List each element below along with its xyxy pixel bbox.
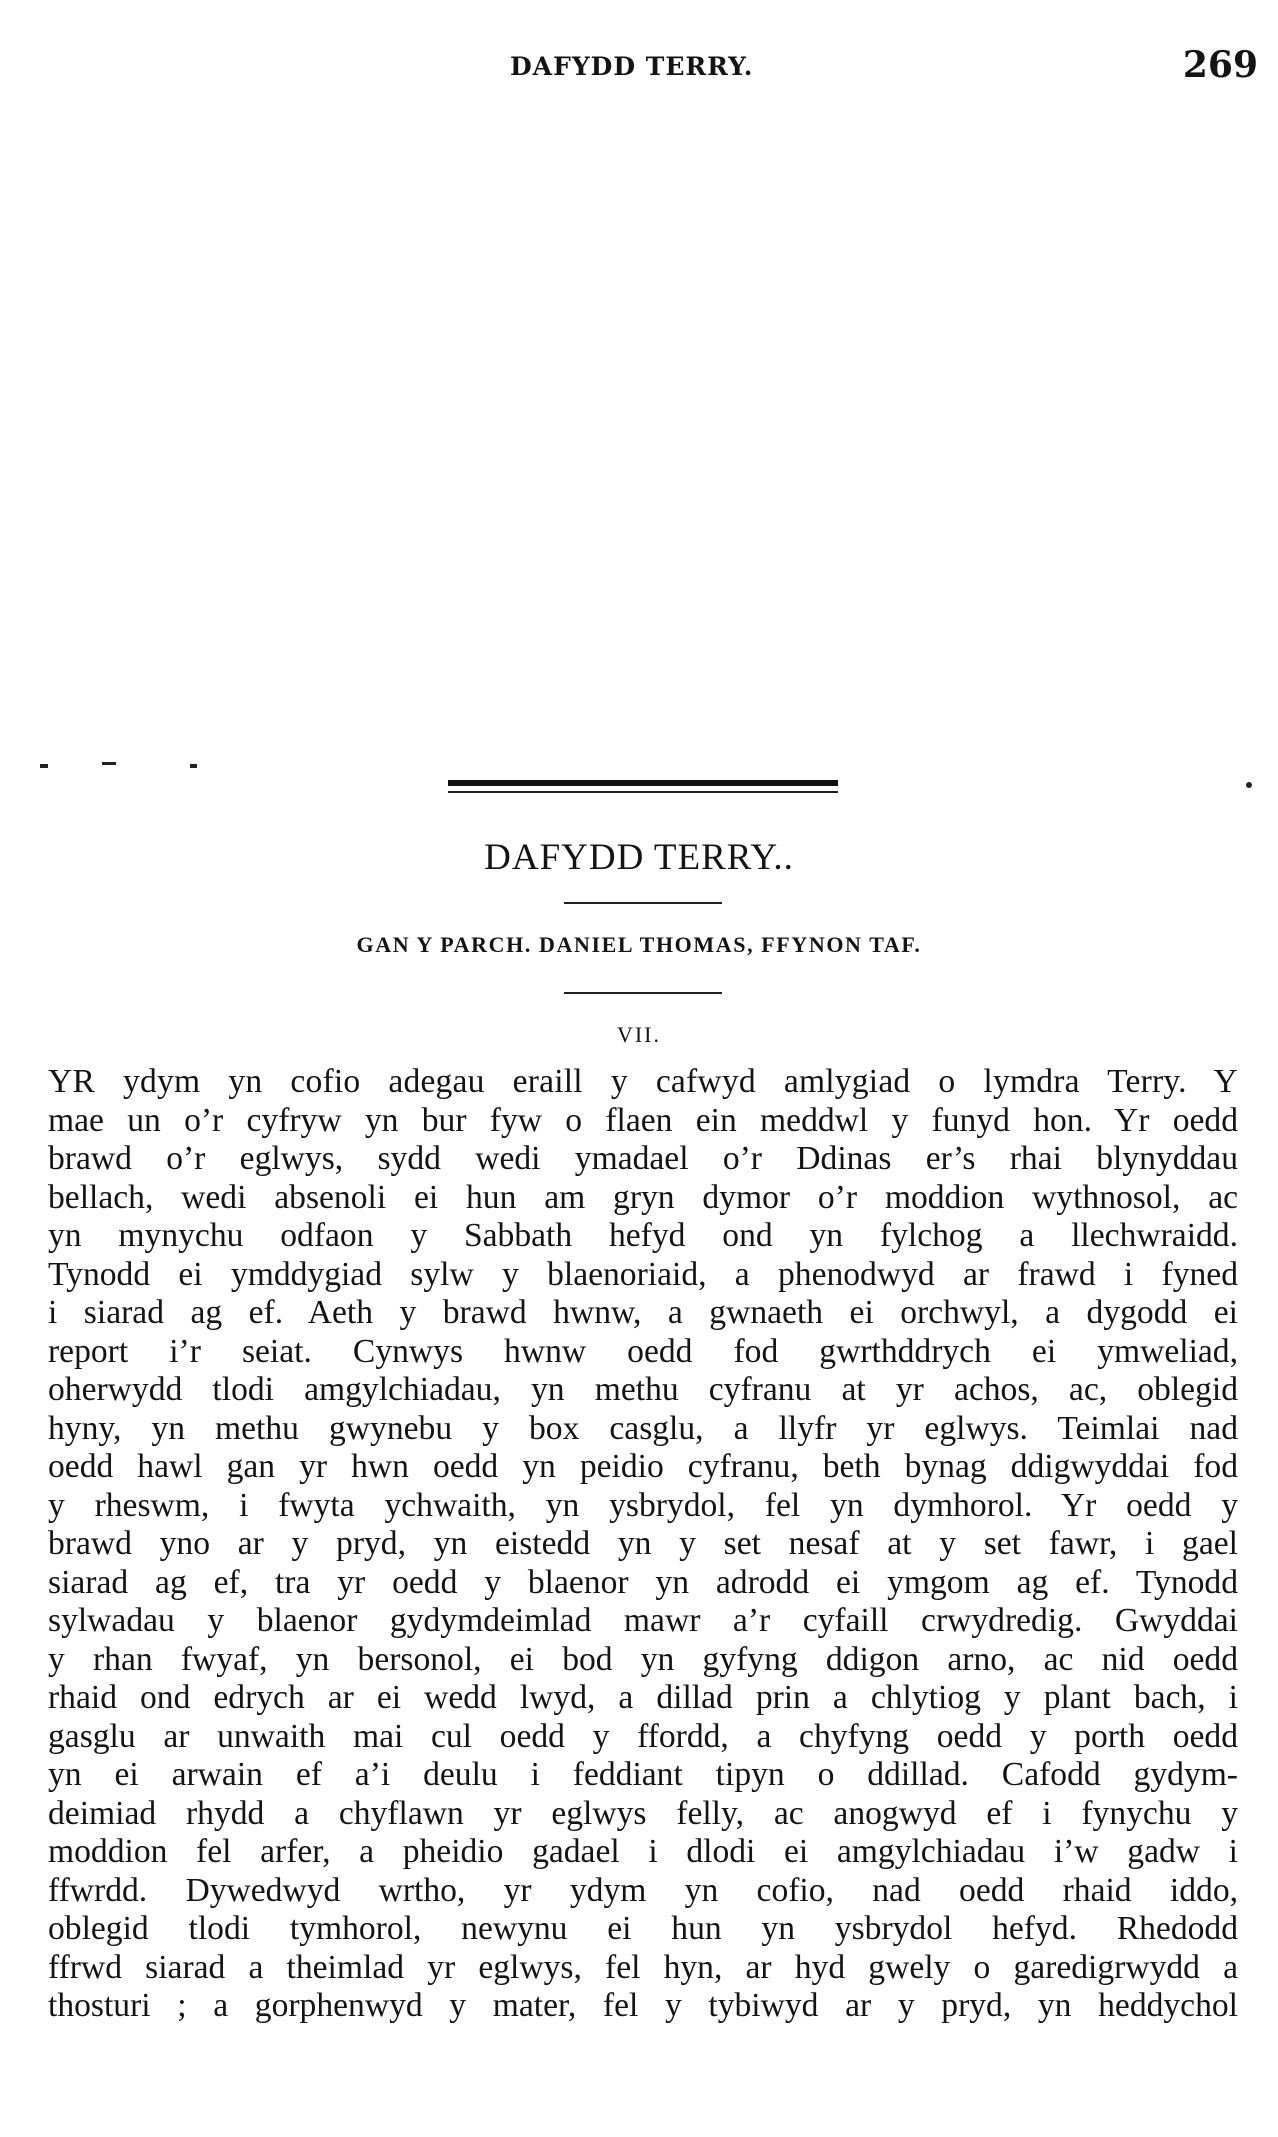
body-line: report i’r seiat. Cynwys hwnw oedd fod gwrthddrych ei ymweliad, (48, 1332, 1238, 1370)
stray-print-mark (1246, 782, 1252, 788)
body-line: oherwydd tlodi amgylchiadau, yn methu cyfranu at yr achos, ac, oblegid (48, 1371, 1238, 1408)
body-line: rhaid ond edrych ar ei wedd lwyd, a dillad prin a chlytiog y plant bach, i (48, 1679, 1238, 1716)
body-line: oedd hawl gan yr hwn oedd yn peidio cyfranu, beth bynag ddigwyddai fod (48, 1448, 1238, 1485)
body-line: moddion fel arfer, a pheidio gadael i dlodi ei amgylchiadau i’w gadw i (48, 1833, 1238, 1870)
body-line: y rheswm, i fwyta ychwaith, yn ysbrydol, fel yn dymhorol. Yr oedd y (48, 1486, 1238, 1524)
body-line: i siarad ag ef. Aeth y brawd hwnw, a gwnaeth ei orchwyl, a dygodd ei (48, 1294, 1238, 1331)
body-line: Tynodd ei ymddygiad sylw y blaenoriaid, a phenodwyd ar frawd i fyned (48, 1255, 1238, 1293)
running-head (0, 44, 1278, 94)
chapter-number: VII. (616, 1022, 662, 1047)
stray-print-marks (40, 758, 220, 778)
body-line: ffwrdd. Dywedwyd wrtho, yr ydym yn cofio, nad oedd rhaid iddo, (48, 1871, 1238, 1909)
body-line: mae un o’r cyfryw yn bur fyw o flaen ein meddwl y funyd hon. Yr oedd (48, 1101, 1238, 1139)
body-line: oblegid tlodi tymhorol, newynu ei hun yn ysbrydol hefyd. Rhedodd (48, 1910, 1238, 1947)
body-line: yn ei arwain ef a’i deulu i feddiant tipyn o ddillad. Cafodd gydym- (48, 1756, 1238, 1793)
body-line: YR ydym yn cofio adegau eraill y cafwyd amlygiad o lymdra Terry. Y (48, 1063, 1238, 1100)
body-line: brawd yno ar y pryd, yn eistedd yn y set nesaf at y set fawr, i gael (48, 1525, 1238, 1562)
body-line: y rhan fwyaf, yn bersonol, ei bod yn gyfyng ddigon arno, ac nid oedd (48, 1640, 1238, 1678)
body-line: bellach, wedi absenoli ei hun am gryn dymor o’r moddion wythnosol, ac (48, 1178, 1238, 1216)
body-line: sylwadau y blaenor gydymdeimlad mawr a’r cyfaill crwydredig. Gwyddai (48, 1602, 1238, 1639)
body-line: deimiad rhydd a chyflawn yr eglwys felly, ac anogwyd ef i fynychu y (48, 1794, 1238, 1832)
body-line: ffrwd siarad a theimlad yr eglwys, fel hyn, ar hyd gwely o garedigrwydd a (48, 1948, 1238, 1986)
article-top-rule (448, 780, 838, 793)
running-title: DAFYDD TERRY. (510, 52, 754, 81)
article-byline: GAN Y PARCH. DANIEL THOMAS, FFYNON TAF. (356, 932, 922, 957)
title-rule (564, 902, 722, 904)
body-line: yn mynychu odfaon y Sabbath hefyd ond yn fylchog a llechwraidd. (48, 1217, 1238, 1254)
body-line: thosturi ; a gorphenwyd y mater, fel y tybiwyd ar y pryd, yn heddychol (48, 1987, 1238, 2024)
byline-rule (564, 992, 722, 994)
body-line: brawd o’r eglwys, sydd wedi ymadael o’r Ddinas er’s rhai blynyddau (48, 1140, 1238, 1177)
body-line: hyny, yn methu gwynebu y box casglu, a llyfr yr eglwys. Teimlai nad (48, 1409, 1238, 1447)
page-number: 269 (1182, 44, 1258, 86)
article-title: DAFYDD TERRY.. (484, 837, 794, 878)
body-line: gasglu ar unwaith mai cul oedd y ffordd, a chyfyng oedd y porth oedd (48, 1717, 1238, 1755)
body-line: siarad ag ef, tra yr oedd y blaenor yn adrodd ei ymgom ag ef. Tynodd (48, 1563, 1238, 1601)
article-body (48, 1063, 1238, 2026)
